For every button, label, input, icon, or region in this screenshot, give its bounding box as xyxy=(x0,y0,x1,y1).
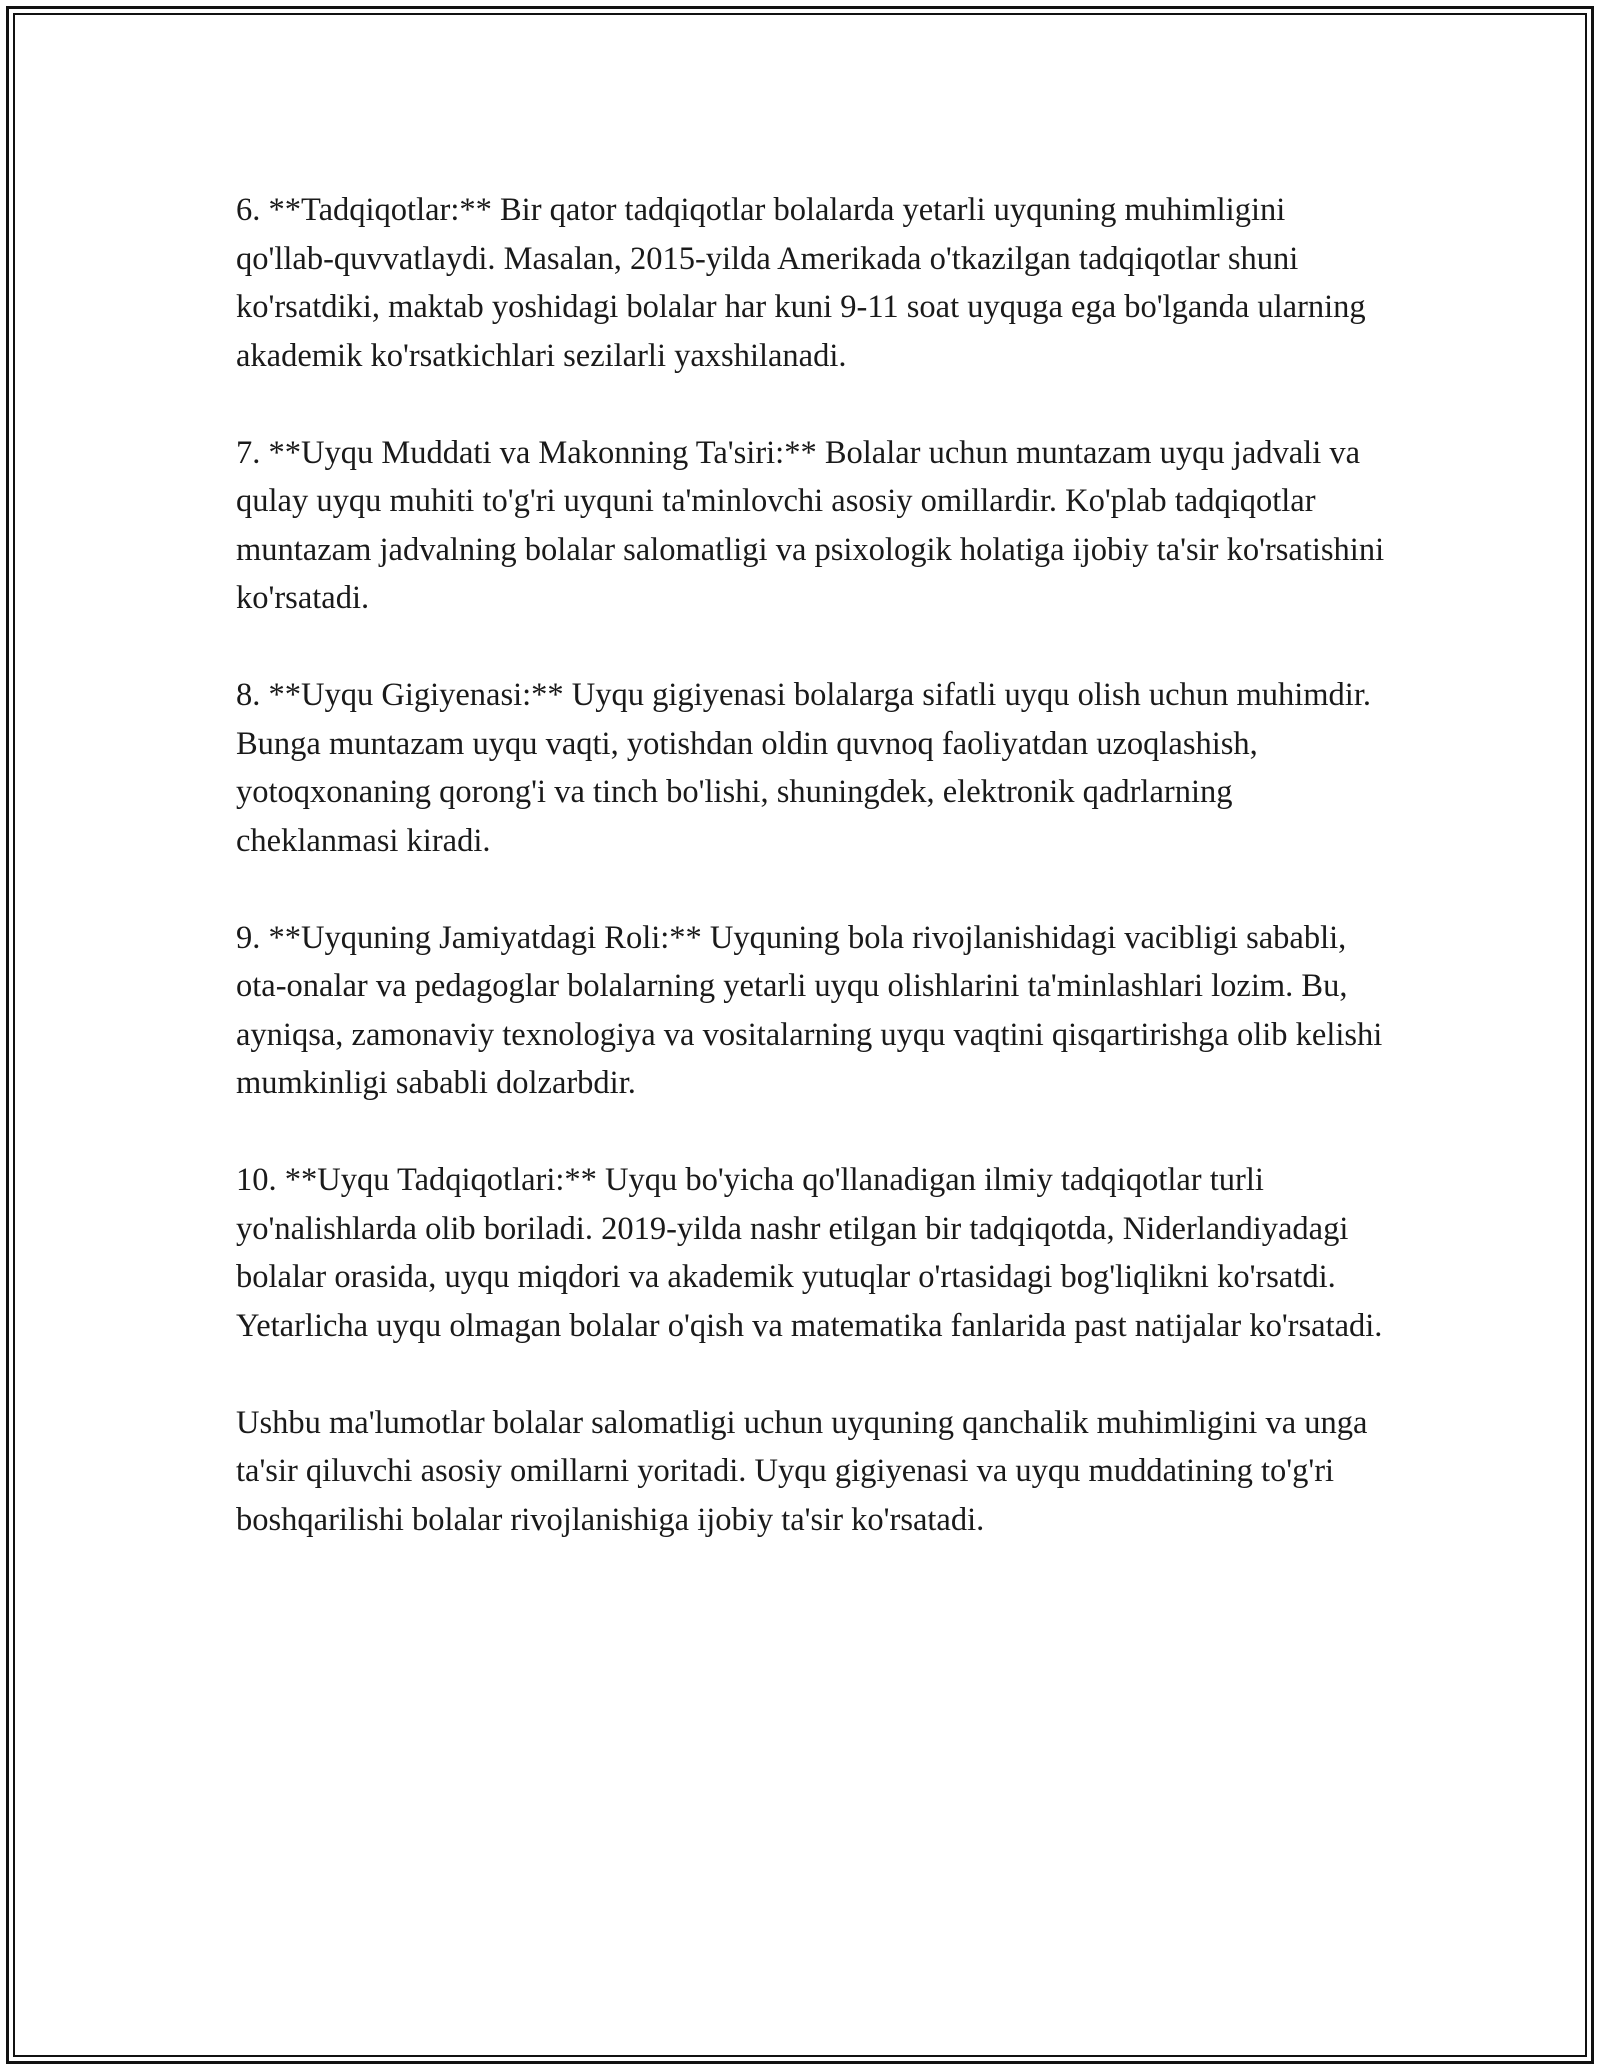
document-body xyxy=(236,186,1386,1544)
paragraph-tadqiqotlar: 6. **Tadqiqotlar:** Bir qator tadqiqotlar bolalarda yetarli uyquning muhimligini qo'llab-quvvatlaydi. Masalan, 2015-yilda Amerikada o'tkazilgan tadqiqotlar shuni ko'rsatdiki, maktab yoshidagi bolalar har kuni 9-11 soat uyquga ega bo'lganda ularning akademik ko'rsatkichlari sezilarli yaxshilanadi. xyxy=(236,192,1366,374)
paragraph-uyqu-tadqiqotlari: 10. **Uyqu Tadqiqotlari:** Uyqu bo'yicha qo'llanadigan ilmiy tadqiqotlar turli yo'nalishlarda olib boriladi. 2019-yilda nashr etilgan bir tadqiqotda, Niderlandiyadagi bolalar orasida, uyqu miqdori va akademik yutuqlar o'rtasidagi bog'liqlikni ko'rsatdi. Yetarlicha uyqu olmagan bolalar o'qish va matematika fanlarida past natijalar ko'rsatadi. xyxy=(236,1162,1383,1344)
paragraph-uyqu-gigiyenasi: 8. **Uyqu Gigiyenasi:** Uyqu gigiyenasi bolalarga sifatli uyqu olish uchun muhimdir. Bunga muntazam uyqu vaqti, yotishdan oldin quvnoq faoliyatdan uzoqlashish, yotoqxonaning qorong'i va tinch bo'lishi, shuningdek, elektronik qadrlarning cheklanmasi kiradi. xyxy=(236,677,1371,859)
paragraph-conclusion: Ushbu ma'lumotlar bolalar salomatligi uchun uyquning qanchalik muhimligini va unga ta'sir qiluvchi asosiy omillarni yoritadi. Uyqu gigiyenasi va uyqu muddatining to'g'ri boshqarilishi bolalar rivojlanishiga ijobiy ta'sir ko'rsatadi. xyxy=(236,1404,1368,1538)
paragraph-uyqu-muddati: 7. **Uyqu Muddati va Makonning Ta'siri:** Bolalar uchun muntazam uyqu jadvali va qulay uyqu muhiti to'g'ri uyquni ta'minlovchi asosiy omillardir. Ko'plab tadqiqotlar muntazam jadvalning bolalar salomatligi va psixologik holatiga ijobiy ta'sir ko'rsatishini ko'rsatadi. xyxy=(236,434,1385,616)
paragraph-jamiyatdagi-roli: 9. **Uyquning Jamiyatdagi Roli:** Uyquning bola rivojlanishidagi vacibligi sababli, ota-onalar va pedagoglar bolalarning yetarli uyqu olishlarini ta'minlashlari lozim. Bu, ayniqsa, zamonaviy texnologiya va vositalarning uyqu vaqtini qisqartirishga olib kelishi mumkinligi sababli dolzarbdir. xyxy=(236,919,1383,1101)
